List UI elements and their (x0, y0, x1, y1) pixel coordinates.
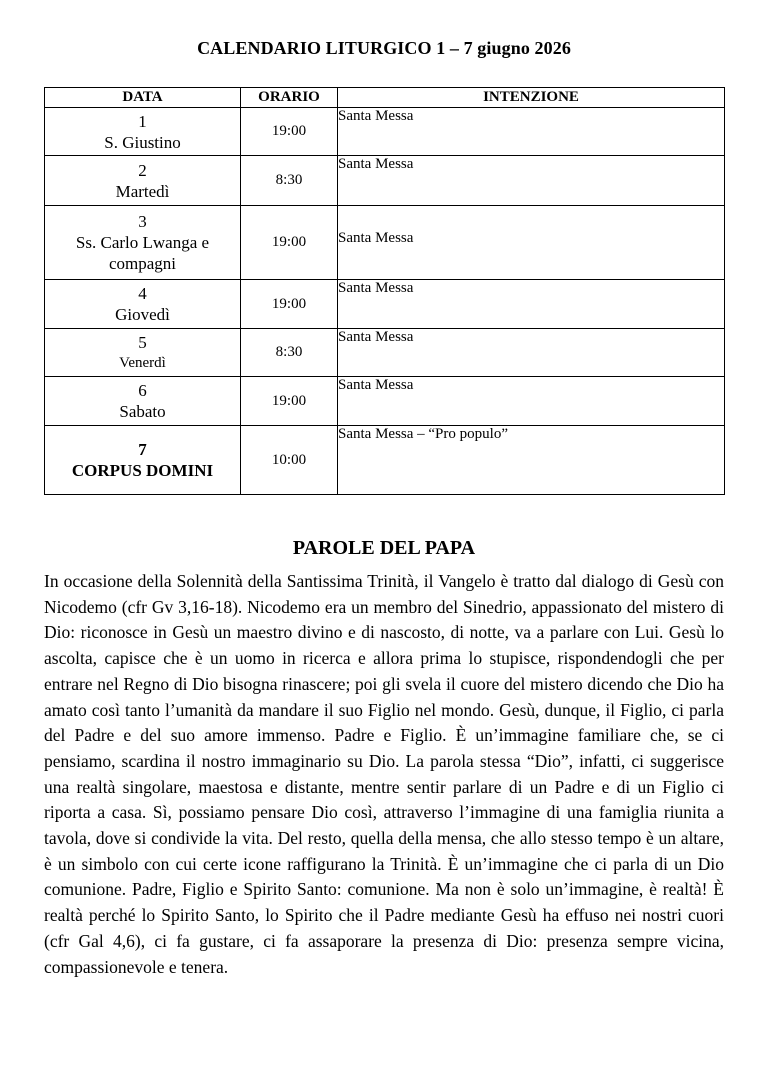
time-cell: 8:30 (241, 329, 338, 377)
date-cell (45, 329, 241, 377)
intention-cell: Santa Messa (338, 108, 725, 156)
day-name: Sabato (119, 402, 166, 421)
time-cell: 8:30 (241, 156, 338, 206)
header-intention: INTENZIONE (338, 88, 725, 108)
table-row (45, 377, 725, 426)
body-paragraph: In occasione della Solennità della Santissima Trinità, il Vangelo è tratto dal dialogo di Gesù con Nicodemo (cfr Gv 3,16-18). Nicodemo era un membro del Sinedrio, appassionato del mistero di Dio: riconosce in Gesù un maestro divino e di nascosto, di notte, va a parlare con Lui. Gesù lo ascolta, capisce che è un uomo in ricerca e allora prima lo stupisce, rispondendogli che per entrare nel Regno di Dio bisogna rinascere; poi gli svela il cuore del mistero dicendo che Dio ha amato così tanto l’umanità da mandare il suo Figlio nel mondo. Gesù, dunque, il Figlio, ci parla del Padre e del suo amore immenso. Padre e Figlio. È un’immagine familiare che, se ci pensiamo, scardina il nostro immaginario su Dio. La parola stessa “Dio”, infatti, ci suggerisce una realtà singolare, maestosa e distante, mentre sentir parlare di un Padre e di un Figlio ci riporta a casa. Sì, possiamo pensare Dio così, attraverso l’immagine di una famiglia riunita a tavola, dove si condivide la vita. Del resto, quella della mensa, che allo stesso tempo è un altare, è un simbolo con cui certe icone raffigurano la Trinità. È un’immagine che ci parla di un Dio comunione. Padre, Figlio e Spirito Santo: comunione. Ma non è solo un’immagine, è realtà! È realtà perché lo Spirito Santo, lo Spirito che il Padre mediante Gesù ha effuso nei nostri cuori (cfr Gal 4,6), ci fa gustare, ci fa assaporare la presenza di Dio: presenza sempre vicina, compassionevole e tenera. (44, 571, 724, 977)
time-cell: 19:00 (241, 206, 338, 280)
time-cell: 10:00 (241, 426, 338, 495)
liturgical-calendar-table (44, 87, 725, 495)
day-number: 6 (138, 381, 147, 400)
page-title: CALENDARIO LITURGICO 1 – 7 giugno 2026 (197, 38, 571, 58)
intention-cell: Santa Messa (338, 206, 725, 280)
intention-cell: Santa Messa – “Pro populo” (338, 426, 725, 495)
day-name: CORPUS DOMINI (71, 461, 214, 480)
table-row (45, 206, 725, 280)
table-row (45, 156, 725, 206)
intention-cell: Santa Messa (338, 156, 725, 206)
time-cell: 19:00 (241, 108, 338, 156)
header-time: ORARIO (241, 88, 338, 108)
day-number: 7 (138, 440, 147, 459)
header-date: DATA (45, 88, 241, 108)
day-number: 1 (138, 111, 147, 131)
day-name: S. Giustino (104, 132, 181, 152)
date-cell (45, 377, 241, 426)
time-cell: 19:00 (241, 280, 338, 329)
intention-cell: Santa Messa (338, 280, 725, 329)
day-name: Ss. Carlo Lwanga e compagni (75, 233, 210, 273)
date-cell (45, 426, 241, 495)
table-row (45, 108, 725, 156)
table-row (45, 280, 725, 329)
day-name: Giovedì (115, 305, 170, 324)
time-cell: 19:00 (241, 377, 338, 426)
section-heading: PAROLE DEL PAPA (292, 537, 476, 559)
intention-cell: Santa Messa (338, 329, 725, 377)
intention-cell: Santa Messa (338, 377, 725, 426)
date-cell (45, 280, 241, 329)
day-name: Venerdì (119, 354, 166, 371)
date-cell (45, 156, 241, 206)
table-row (45, 329, 725, 377)
day-number: 3 (138, 212, 147, 231)
day-name: Martedì (115, 181, 170, 201)
day-number: 5 (138, 332, 147, 352)
table-row (45, 426, 725, 495)
date-cell (45, 108, 241, 156)
day-number: 4 (138, 284, 147, 303)
day-number: 2 (138, 160, 147, 180)
date-cell (45, 206, 241, 280)
table-header-row (45, 88, 725, 108)
